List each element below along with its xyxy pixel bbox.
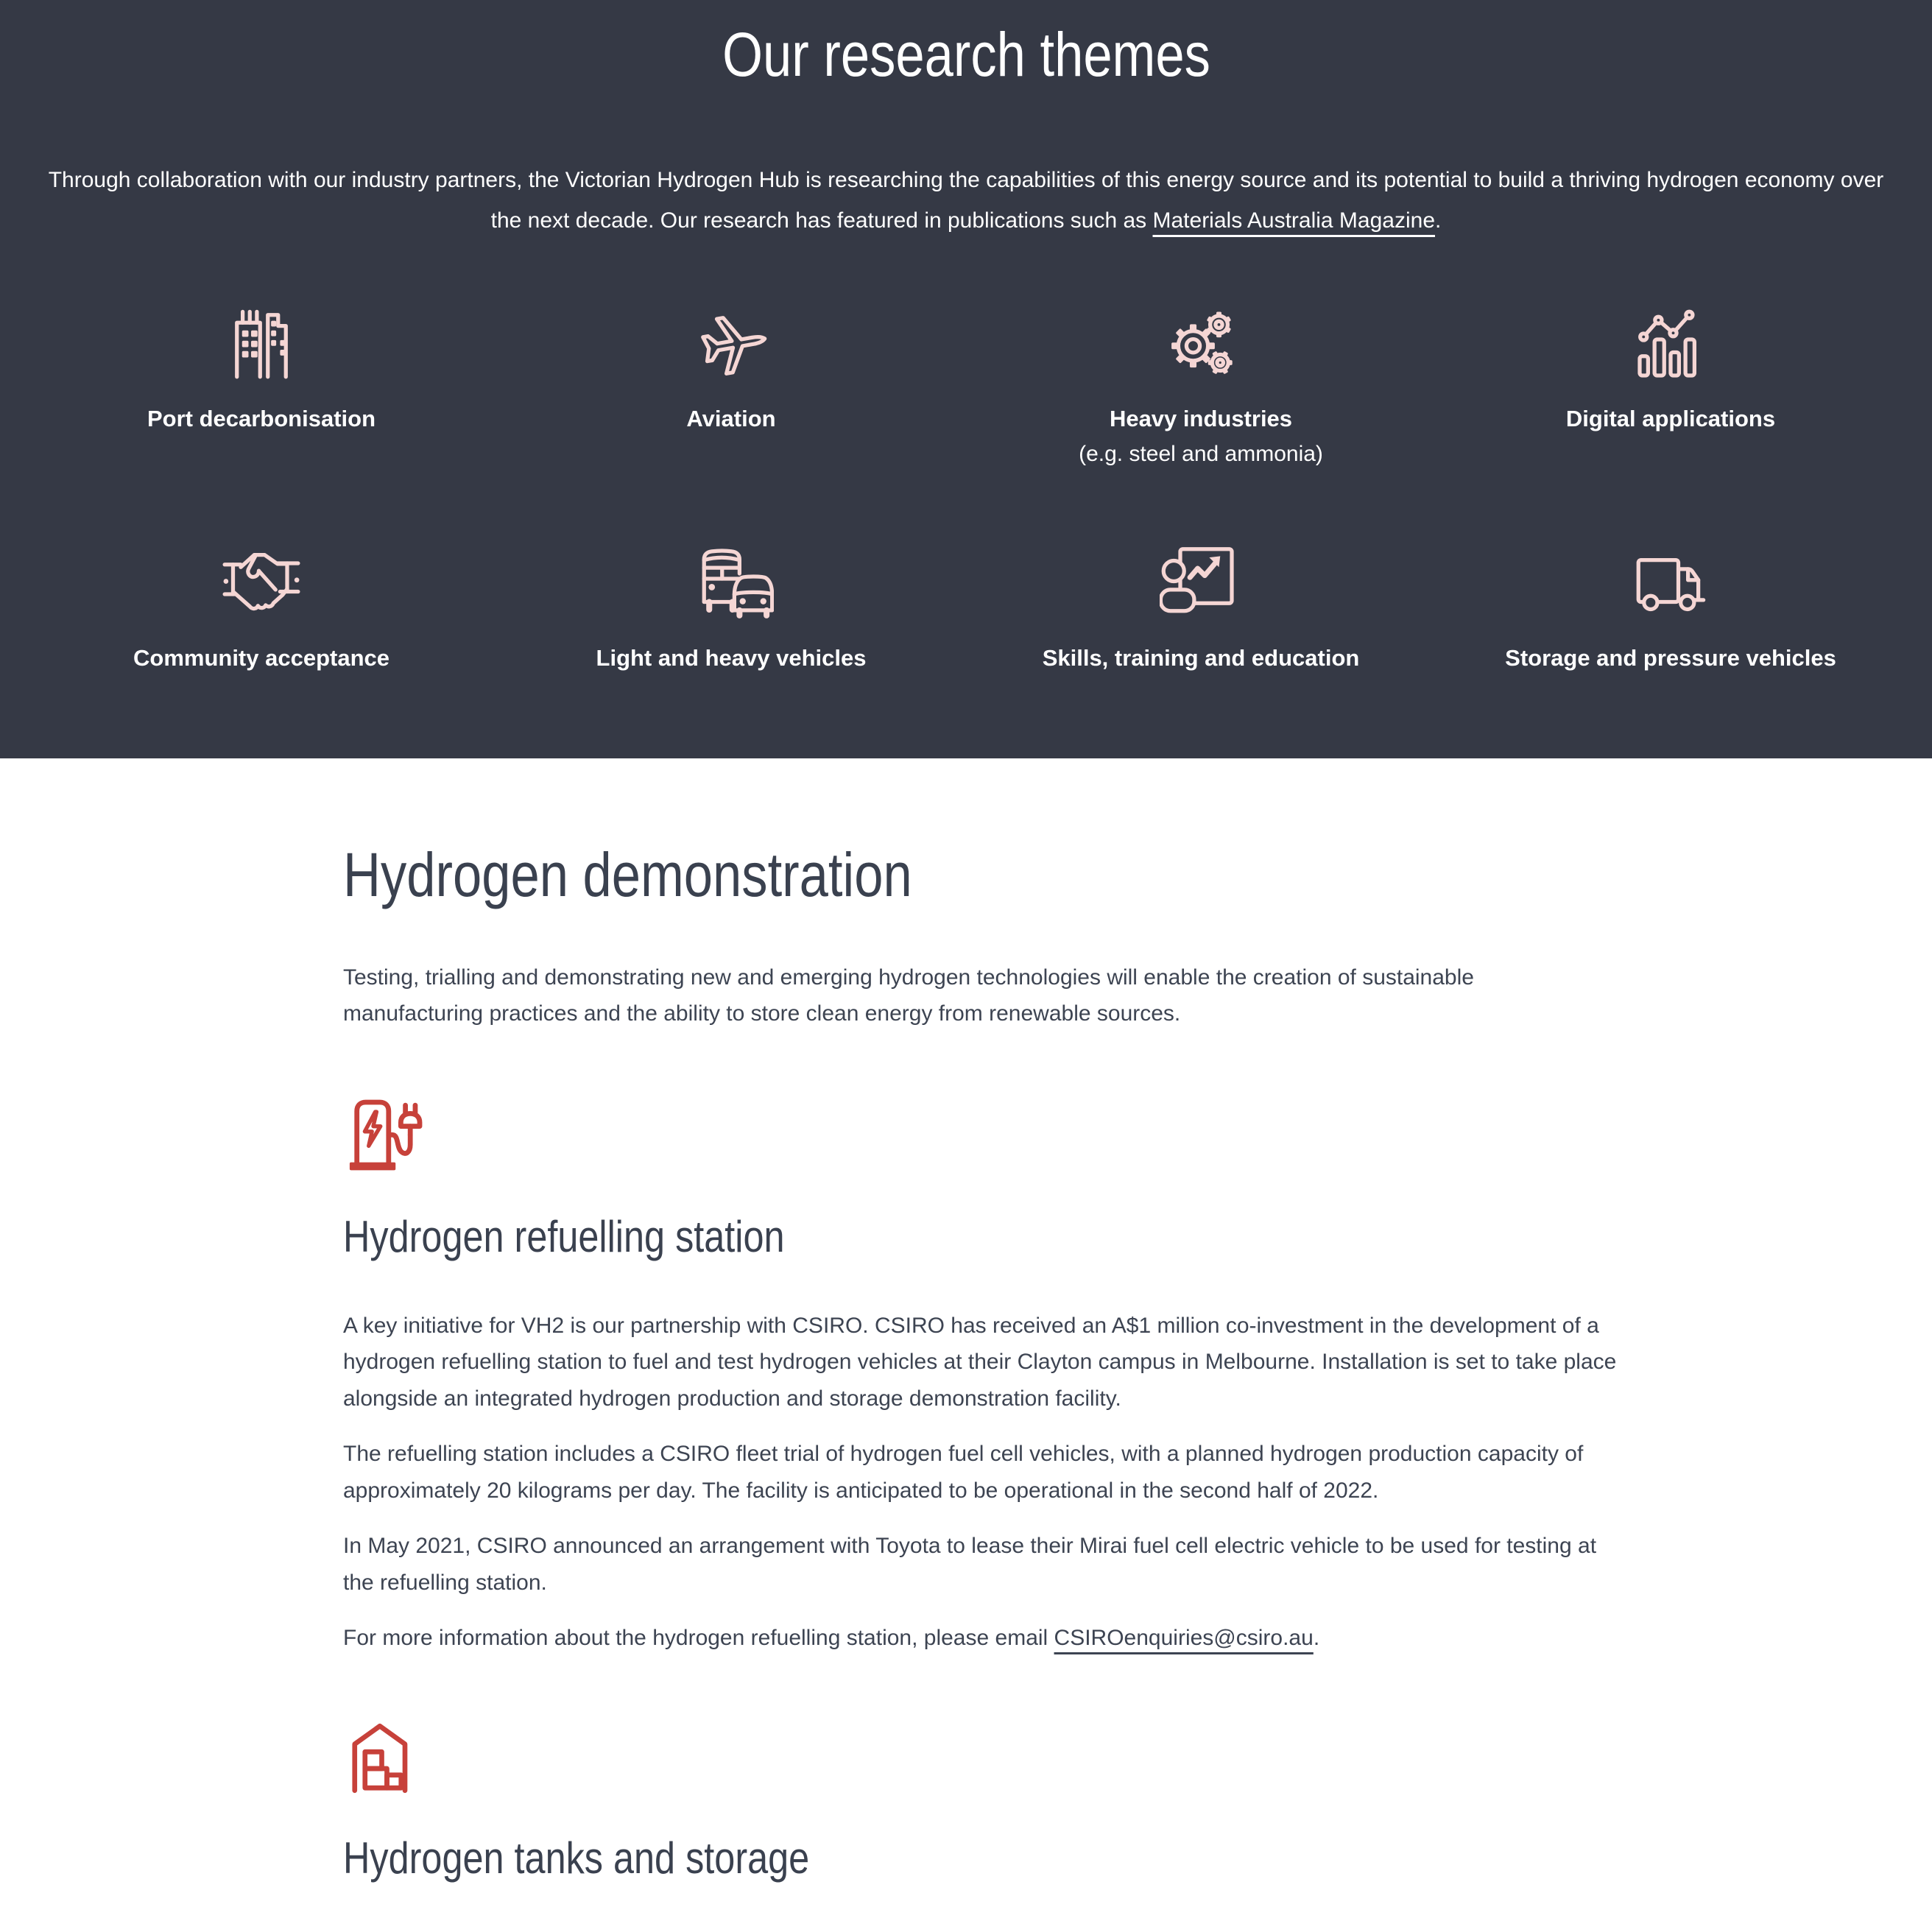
theme-heavy-industries (966, 290, 1436, 468)
theme-label: Digital applications (1565, 405, 1776, 431)
tanks-icon-box (343, 1717, 1620, 1803)
theme-community-acceptance (27, 529, 496, 671)
theme-aviation (496, 290, 966, 468)
refuelling-more-info (343, 1620, 1617, 1657)
airplane-icon (690, 303, 772, 386)
research-themes-grid (0, 290, 1932, 671)
theme-label: Community acceptance (133, 644, 389, 671)
hydrogen-tanks-storage-title (343, 1833, 1620, 1883)
theme-skills-training-education (966, 529, 1436, 671)
hydrogen-demonstration-title-text: Hydrogen demonstration (343, 840, 912, 910)
more-info-text-after-link: . (1313, 1626, 1320, 1651)
refuelling-paragraph-2: The refuelling station includes a CSIRO fleet trial of hydrogen fuel cell vehicles, with a planned hydrogen production capacity of approximately 20 kilograms per day. The facility is anticipated to be operational in the second half of 2022. (343, 1442, 1584, 1503)
csiro-enquiries-email-link[interactable]: CSIROenquiries@csiro.au (1054, 1626, 1314, 1651)
more-info-text-before-link: For more information about the hydrogen refuelling station, please email (343, 1626, 1054, 1651)
research-themes-intro (42, 160, 1890, 242)
theme-label: Storage and pressure vehicles (1505, 644, 1836, 671)
theme-port-decarbonisation (27, 290, 496, 468)
refuelling-paragraph-1: A key initiative for VH2 is our partnership with CSIRO. CSIRO has received an A$1 million co-investment in the development of a hydrogen refuelling station to fuel and test hydrogen vehicles at their Clayton campus in Melbourne. Installation is set to take place alongside an integrated hydrogen production and storage demonstration facility. (343, 1313, 1617, 1411)
bus-and-car-icon (688, 543, 774, 625)
gears-icon (1160, 303, 1242, 386)
theme-sublabel: (e.g. steel and ammonia) (1079, 441, 1323, 466)
theme-digital-applications (1436, 290, 1905, 468)
hydrogen-refuelling-station-title-text: Hydrogen refuelling station (343, 1211, 785, 1261)
theme-label: Light and heavy vehicles (596, 644, 867, 671)
hydrogen-demonstration-title (343, 839, 1620, 911)
research-themes-title (0, 18, 1932, 92)
hydrogen-demonstration-intro: Testing, trialling and demonstrating new and emerging hydrogen technologies will enable the creation of sustainable manufacturing practices and the ability to store clean energy from renewable sources. (343, 965, 1474, 1026)
refuelling-icon-box (343, 1094, 1620, 1182)
materials-australia-magazine-link[interactable]: Materials Australia Magazine (1152, 208, 1436, 233)
theme-light-heavy-vehicles (496, 529, 966, 671)
theme-label: Skills, training and education (1042, 644, 1360, 671)
warehouse-storage-icon (343, 1717, 426, 1800)
theme-label: Port decarbonisation (147, 405, 376, 431)
bar-chart-icon (1629, 303, 1712, 386)
hydrogen-tanks-storage-title-text: Hydrogen tanks and storage (343, 1833, 810, 1883)
truck-icon (1629, 543, 1712, 625)
theme-storage-pressure-vehicles (1436, 529, 1905, 671)
intro-text-after-link: . (1435, 208, 1442, 233)
research-themes-title-text: Our research themes (722, 20, 1210, 89)
theme-label: Heavy industries (1109, 405, 1293, 431)
city-buildings-icon (220, 303, 303, 386)
person-presentation-icon (1160, 543, 1242, 625)
hydrogen-refuelling-station-title (343, 1211, 1620, 1262)
research-themes-section (0, 0, 1932, 758)
handshake-icon (218, 543, 305, 625)
ev-charging-station-icon (343, 1094, 427, 1178)
refuelling-paragraph-3: In May 2021, CSIRO announced an arrangement with Toyota to lease their Mirai fuel cell electric vehicle to be used for testing at the refuelling station. (343, 1534, 1597, 1595)
hydrogen-demonstration-section (0, 839, 1932, 1906)
intro-text-before-link: Through collaboration with our industry partners, the Victorian Hydrogen Hub is researching the capabilities of this energy source and its potential to build a thriving hydrogen economy over the next decade. Our research has featured in publications such as (48, 167, 1884, 233)
theme-label: Aviation (686, 405, 776, 431)
